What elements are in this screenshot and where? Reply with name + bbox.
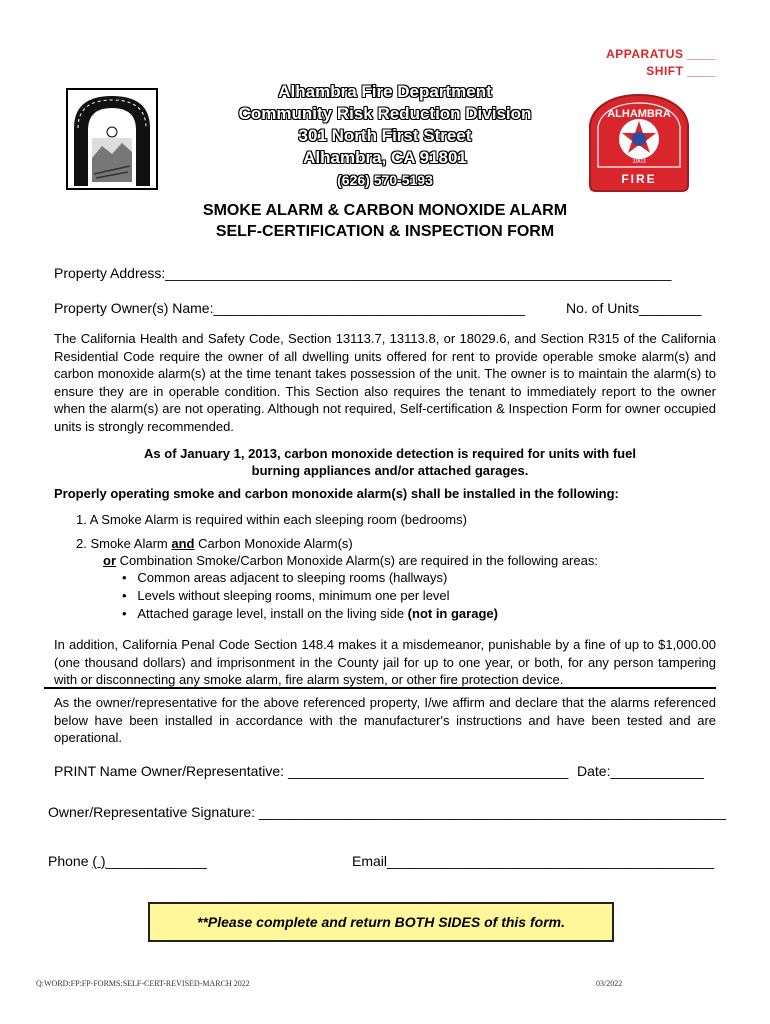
apparatus-label: APPARATUS ____ bbox=[606, 47, 716, 61]
item2-post: Carbon Monoxide Alarm(s) bbox=[194, 536, 353, 551]
bullet-2-text: Levels without sleeping rooms, minimum one per level bbox=[137, 588, 450, 603]
division-name: Community Risk Reduction Division bbox=[238, 104, 532, 123]
shift-label: SHIFT ____ bbox=[646, 64, 716, 78]
bullet-1-text: Common areas adjacent to sleeping rooms (hallways) bbox=[137, 570, 448, 585]
section-divider bbox=[44, 687, 716, 689]
badge-year: 1903 bbox=[632, 159, 646, 165]
badge-top-text: ALHAMBRA bbox=[607, 108, 671, 120]
units-field[interactable]: No. of Units________ bbox=[566, 300, 702, 316]
form-title bbox=[0, 200, 770, 242]
bullet-3-text: Attached garage level, install on the living side bbox=[137, 606, 408, 621]
form-title-line1: SMOKE ALARM & CARBON MONOXIDE ALARM bbox=[202, 202, 568, 219]
bullet-3-bold: (not in garage) bbox=[407, 606, 498, 621]
city-seal-logo bbox=[66, 88, 158, 195]
item2-cont: Combination Smoke/Carbon Monoxide Alarm(s) are required in the following areas: bbox=[116, 553, 598, 568]
street-address: 301 North First Street bbox=[298, 126, 472, 145]
affirm-paragraph: As the owner/representative for the above referenced property, I/we affirm and declare that the alarms referenced below have been installed in accordance with the manufacturer's instructions and have been tested and are operational. bbox=[54, 695, 716, 745]
list-item-2 bbox=[76, 535, 353, 553]
phone-field[interactable] bbox=[48, 853, 207, 869]
apparatus-shift-block bbox=[606, 46, 716, 80]
list-item-1: 1. A Smoke Alarm is required within each sleeping room (bedrooms) bbox=[76, 512, 467, 527]
department-name: Alhambra Fire Department bbox=[278, 82, 492, 101]
property-address-field[interactable]: Property Address:_________________________________________________________________ bbox=[54, 265, 672, 281]
bullet-item: • Attached garage level, install on the living side (not in garage) bbox=[122, 606, 498, 621]
bullet-list bbox=[122, 569, 498, 623]
item2-or: or bbox=[103, 553, 116, 568]
intro-paragraph: The California Health and Safety Code, Section 13113.7, 13113.8, or 18029.6, and Section R315 of the California Residential Code require the owner of all dwelling units offered for rent to provide operable smoke alarm(s) and carbon monoxide alarm(s) at the time tenant takes possession of the unit. The owner is to maintain the alarm(s) to ensure they are in operable condition. This Section also requires the tenant to immediately report to the owner when the alarm(s) are not operating. Although not required, Self-certification & Inspection Form for owner occupied units is strongly recommended. bbox=[54, 331, 716, 434]
fire-badge-logo bbox=[586, 93, 692, 198]
co-notice-line1: As of January 1, 2013, carbon monoxide detection is required for units with fuel bbox=[144, 446, 636, 461]
return-notice-box bbox=[148, 902, 614, 942]
signature-field[interactable]: Owner/Representative Signature: ____________________________________________________________ bbox=[48, 804, 727, 820]
property-owner-field[interactable]: Property Owner(s) Name:________________________________________ bbox=[54, 300, 525, 316]
print-name-field[interactable]: PRINT Name Owner/Representative: ____________________________________ bbox=[54, 763, 569, 779]
item2-pre: 2. Smoke Alarm bbox=[76, 536, 172, 551]
phone-blank: _____________ bbox=[105, 853, 207, 869]
date-field[interactable]: Date:____________ bbox=[577, 763, 704, 779]
phone-area-code: ( ) bbox=[92, 853, 106, 869]
bullet-item: • Levels without sleeping rooms, minimum one per level bbox=[122, 588, 450, 603]
install-heading: Properly operating smoke and carbon monoxide alarm(s) shall be installed in the following: bbox=[54, 486, 619, 501]
item2-and: and bbox=[171, 536, 195, 551]
bullet-item: • Common areas adjacent to sleeping rooms (hallways) bbox=[122, 570, 448, 585]
badge-bottom-text: FIRE bbox=[621, 172, 657, 186]
co-notice bbox=[130, 445, 650, 479]
department-phone: (626) 570-5193 bbox=[337, 172, 433, 188]
footer-date: 03/2022 bbox=[596, 979, 623, 988]
list-item-2-cont bbox=[103, 552, 598, 570]
co-notice-line2: burning appliances and/or attached garages. bbox=[251, 463, 529, 478]
form-title-line2: SELF-CERTIFICATION & INSPECTION FORM bbox=[215, 223, 555, 240]
phone-label: Phone bbox=[48, 853, 93, 869]
footer-file-path: Q:WORD:FP:FP-FORMS:SELF-CERT-REVISED-MARCH 2022 bbox=[36, 979, 250, 988]
email-field[interactable]: Email__________________________________________ bbox=[352, 853, 715, 869]
return-notice-text: **Please complete and return BOTH SIDES of this form. bbox=[197, 914, 565, 930]
department-header bbox=[200, 81, 570, 191]
city-state-zip: Alhambra, CA 91801 bbox=[303, 148, 467, 167]
penal-code-paragraph: In addition, California Penal Code Section 148.4 makes it a misdemeanor, punishable by a fine of up to $1,000.00 (one thousand dollars) and imprisonment in the County jail for up to one year, or both, for any person tampering with or disconnecting any smoke alarm, fire alarm system, or other fire protection device. bbox=[54, 637, 716, 687]
